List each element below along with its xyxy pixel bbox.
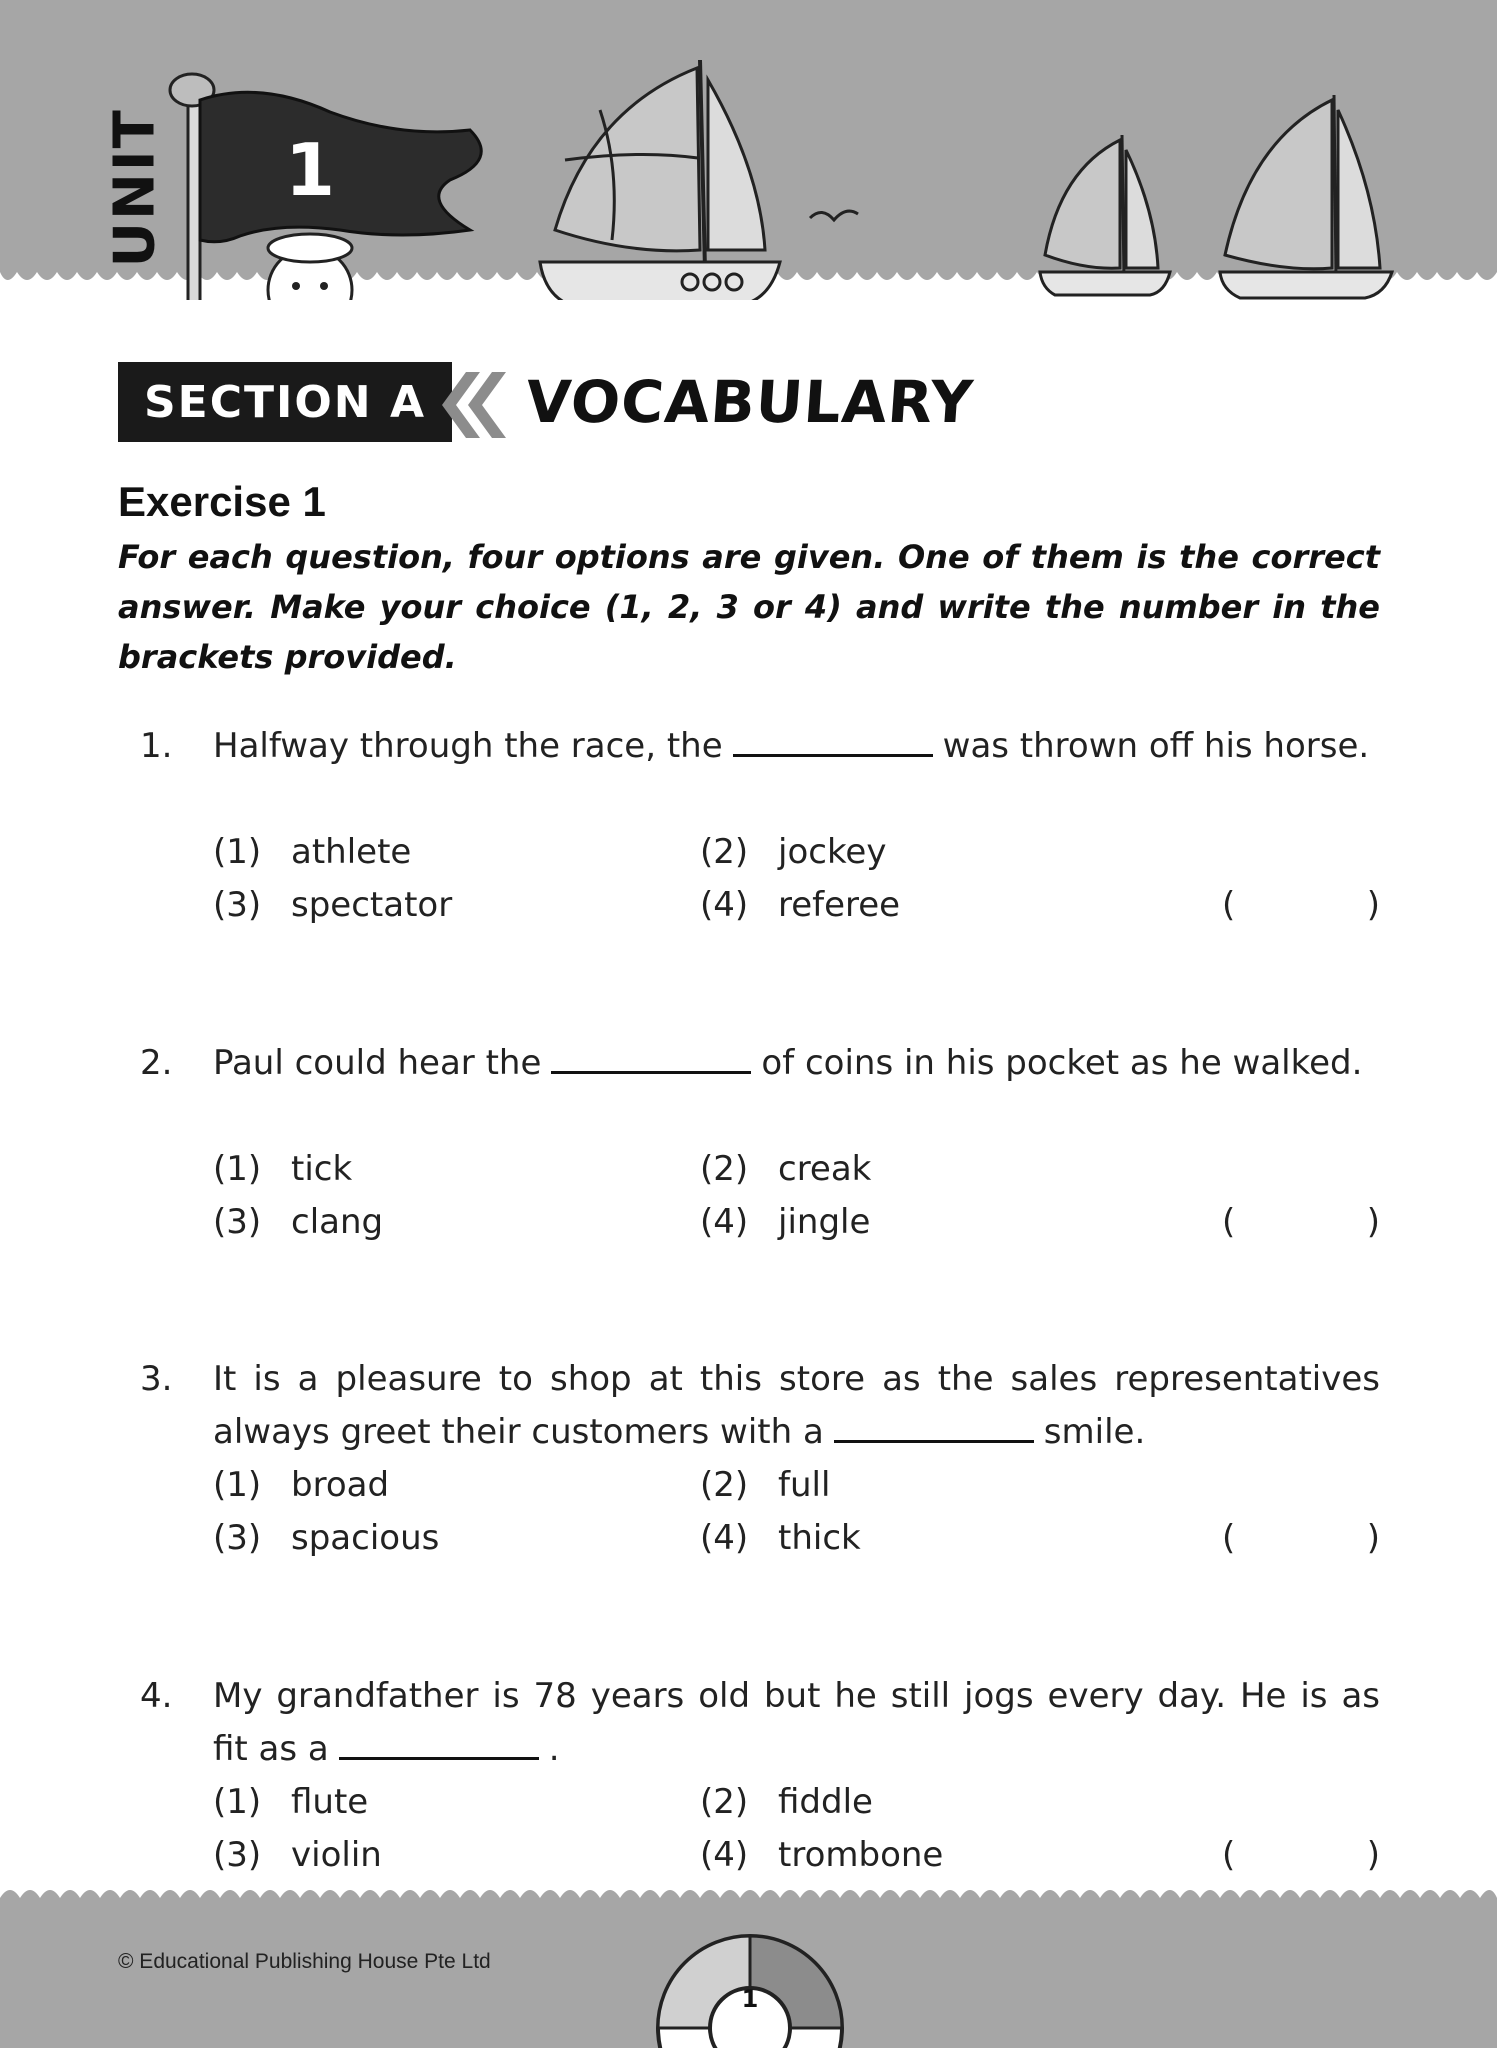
- option-1: (1) tick: [213, 1149, 353, 1189]
- page-number: 1: [741, 1985, 759, 2013]
- answer-bracket[interactable]: ( ): [1222, 1518, 1380, 1558]
- question-text: My grandfather is 78 years old but he still jogs every day. He is as fit as a .: [213, 1676, 1380, 1769]
- answer-blank: [339, 1727, 539, 1760]
- option-2: (2) jockey: [700, 832, 887, 872]
- option-2: (2) creak: [700, 1149, 872, 1189]
- option-3: (3) spectator: [213, 885, 453, 925]
- section-label: SECTION A: [118, 362, 452, 442]
- question-text: It is a pleasure to shop at this store as the sales representatives always greet their customers with a smile.: [213, 1359, 1380, 1452]
- exercise-instructions: For each question, four options are given. One of them is the correct answer. Make your choice (1, 2, 3 or 4) and write the number in the brackets provided.: [118, 538, 1380, 676]
- option-3: (3) violin: [213, 1835, 382, 1875]
- exercise-title: Exercise 1: [118, 478, 326, 525]
- option-4: (4) trombone: [700, 1835, 944, 1875]
- answer-blank: [834, 1410, 1034, 1443]
- header-illustration: [0, 0, 1497, 300]
- question-number: 1.: [140, 726, 173, 766]
- section-title: VOCABULARY: [523, 368, 976, 436]
- option-1: (1) broad: [213, 1465, 390, 1505]
- answer-blank: [551, 1041, 751, 1074]
- question-2: [118, 1037, 1380, 1267]
- question-3: [118, 1353, 1380, 1583]
- option-2: (2) fiddle: [700, 1782, 873, 1822]
- answer-bracket[interactable]: ( ): [1222, 1202, 1380, 1242]
- answer-blank: [733, 724, 933, 757]
- question-4: [118, 1670, 1380, 1900]
- option-4: (4) jingle: [700, 1202, 871, 1242]
- option-4: (4) referee: [700, 885, 901, 925]
- question-number: 3.: [140, 1359, 173, 1399]
- question-1: [118, 720, 1380, 950]
- question-number: 2.: [140, 1043, 173, 1083]
- option-2: (2) full: [700, 1465, 831, 1505]
- chevron-icon: [442, 372, 506, 438]
- question-text: Halfway through the race, the was thrown off his horse.: [213, 726, 1370, 766]
- copyright-text: © Educational Publishing House Pte Ltd: [118, 1950, 491, 1973]
- unit-label: UNIT: [102, 108, 168, 268]
- option-4: (4) thick: [700, 1518, 861, 1558]
- unit-number: 1: [284, 128, 336, 212]
- question-text: Paul could hear the of coins in his pocket as he walked.: [213, 1043, 1363, 1083]
- option-3: (3) spacious: [213, 1518, 440, 1558]
- option-1: (1) flute: [213, 1782, 369, 1822]
- answer-bracket[interactable]: ( ): [1222, 885, 1380, 925]
- option-3: (3) clang: [213, 1202, 384, 1242]
- question-number: 4.: [140, 1676, 173, 1716]
- option-1: (1) athlete: [213, 832, 412, 872]
- answer-bracket[interactable]: ( ): [1222, 1835, 1380, 1875]
